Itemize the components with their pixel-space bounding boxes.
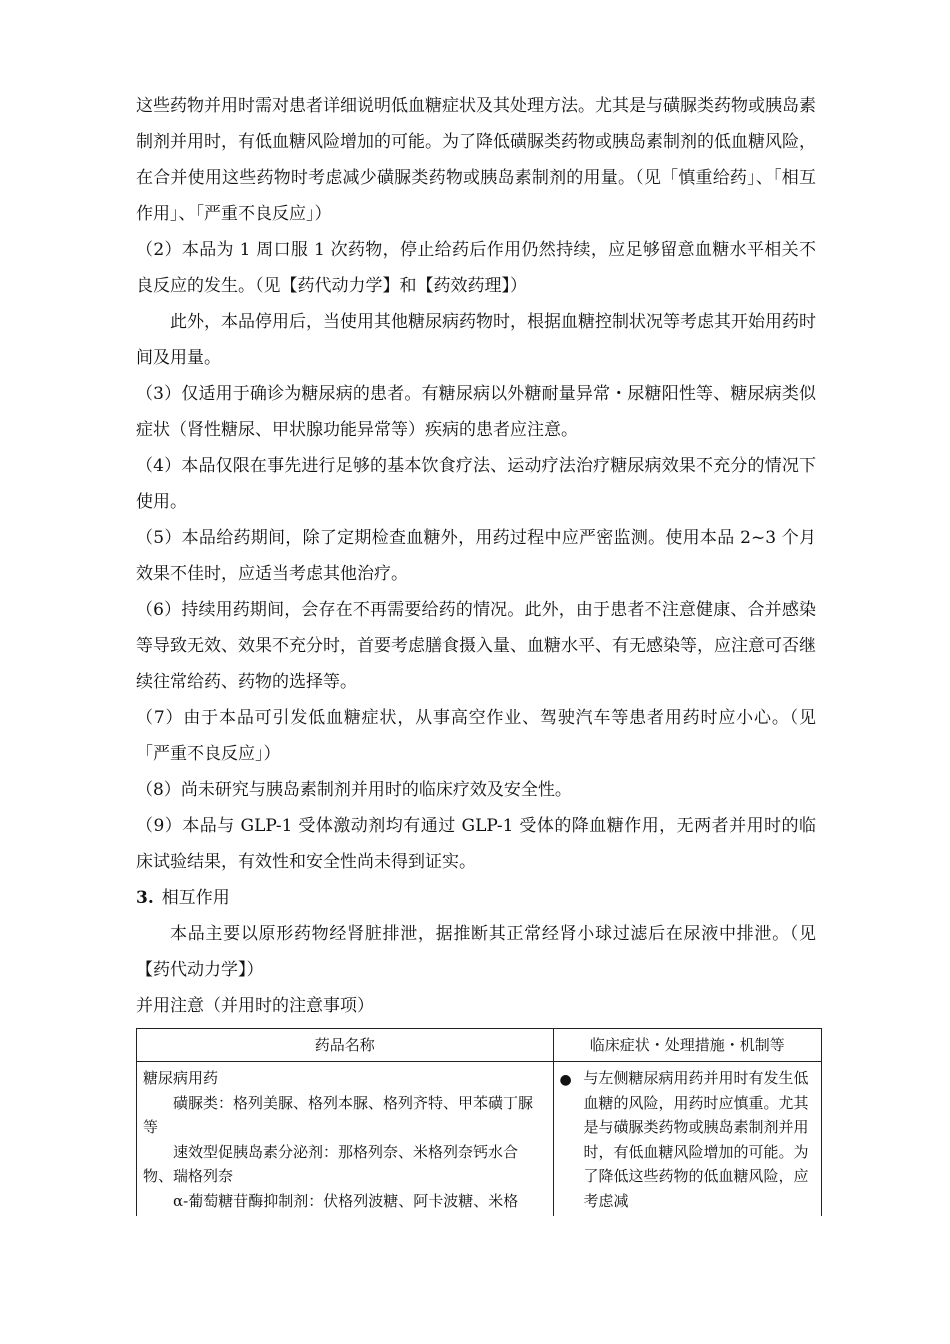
document-page [136,88,816,1216]
paragraph-item-7: （7）由于本品可引发低血糖症状，从事高空作业、驾驶汽车等患者用药时应小心。（见「严重不良反应」） [136,708,816,764]
paragraph-item-9: （9）本品与 GLP-1 受体激动剂均有通过 GLP-1 受体的降血糖作用，无两者并用时的临床试验结果，有效性和安全性尚未得到证实。 [136,816,816,872]
paragraph-hypoglycemia-intro: 这些药物并用时需对患者详细说明低血糖症状及其处理方法。尤其是与磺脲类药物或胰岛素制剂并用时，有低血糖风险增加的可能。为了降低磺脲类药物或胰岛素制剂的低血糖风险，在合并使用这些药物时考虑减少磺脲类药物或胰岛素制剂的用量。（见「慎重给药」、「相互作用」、「严重不良反应」） [136,96,816,224]
section-number: 3. [136,888,154,908]
table-row [137,1062,822,1217]
paragraph-item-2: （2）本品为 1 周口服 1 次药物，停止给药后作用仍然持续，应足够留意血糖水平相关不良反应的发生。（见【药代动力学】和【药效药理】） [136,240,816,296]
header-drug-name: 药品名称 [137,1029,554,1062]
section-title: 相互作用 [161,888,230,908]
paragraph-item-2-continued: 此外，本品停用后，当使用其他糖尿病药物时，根据血糖控制状况等考虑其开始用药时间及用量。 [136,312,816,368]
bullet-icon: ● [559,1072,572,1088]
clinical-cell [553,1062,822,1217]
clinical-text: 与左侧糖尿病用药并用时有发生低血糖的风险，用药时应慎重。尤其是与磺脲类药物或胰岛素制剂并用时，有低血糖风险增加的可能。为了降低这些药物的低血糖风险，应考虑减 [583,1069,809,1210]
table-header-row [137,1029,822,1062]
paragraph-item-5: （5）本品给药期间，除了定期检查血糖外，用药过程中应严密监测。使用本品 2~3 个月效果不佳时，应适当考虑其他治疗。 [136,528,816,584]
table-caption: 并用注意（并用时的注意事项） [136,996,374,1016]
drug-name-cell [137,1062,554,1217]
interaction-table [136,1028,822,1216]
drug-category: 糖尿病用药 [143,1069,219,1087]
drug-sulfonylureas: 磺脲类：格列美脲、格列本脲、格列齐特、甲苯磺丁脲等 [143,1093,534,1136]
drug-alpha-glucosidase: α-葡萄糖苷酶抑制剂：伏格列波糖、阿卡波糖、米格 [173,1191,519,1210]
header-clinical-symptoms: 临床症状・处理措施・机制等 [553,1029,822,1062]
drug-rapid-secretagogues: 速效型促胰岛素分泌剂：那格列奈、米格列奈钙水合物、瑞格列奈 [143,1142,519,1185]
paragraph-item-8: （8）尚未研究与胰岛素制剂并用时的临床疗效及安全性。 [136,780,572,800]
paragraph-item-3: （3）仅适用于确诊为糖尿病的患者。有糖尿病以外糖耐量异常・尿糖阳性等、糖尿病类似症状（肾性糖尿、甲状腺功能异常等）疾病的患者应注意。 [136,384,816,440]
paragraph-item-6: （6）持续用药期间，会存在不再需要给药的情况。此外，由于患者不注意健康、合并感染等导致无效、效果不充分时，首要考虑膳食摄入量、血糖水平、有无感染等，应注意可否继续往常给药、药物的选择等。 [136,600,816,692]
section-body: 本品主要以原形药物经肾脏排泄，据推断其正常经肾小球过滤后在尿液中排泄。（见【药代动力学】） [136,924,816,980]
section-heading [136,880,816,916]
paragraph-item-4: （4）本品仅限在事先进行足够的基本饮食疗法、运动疗法治疗糖尿病效果不充分的情况下使用。 [136,456,816,512]
